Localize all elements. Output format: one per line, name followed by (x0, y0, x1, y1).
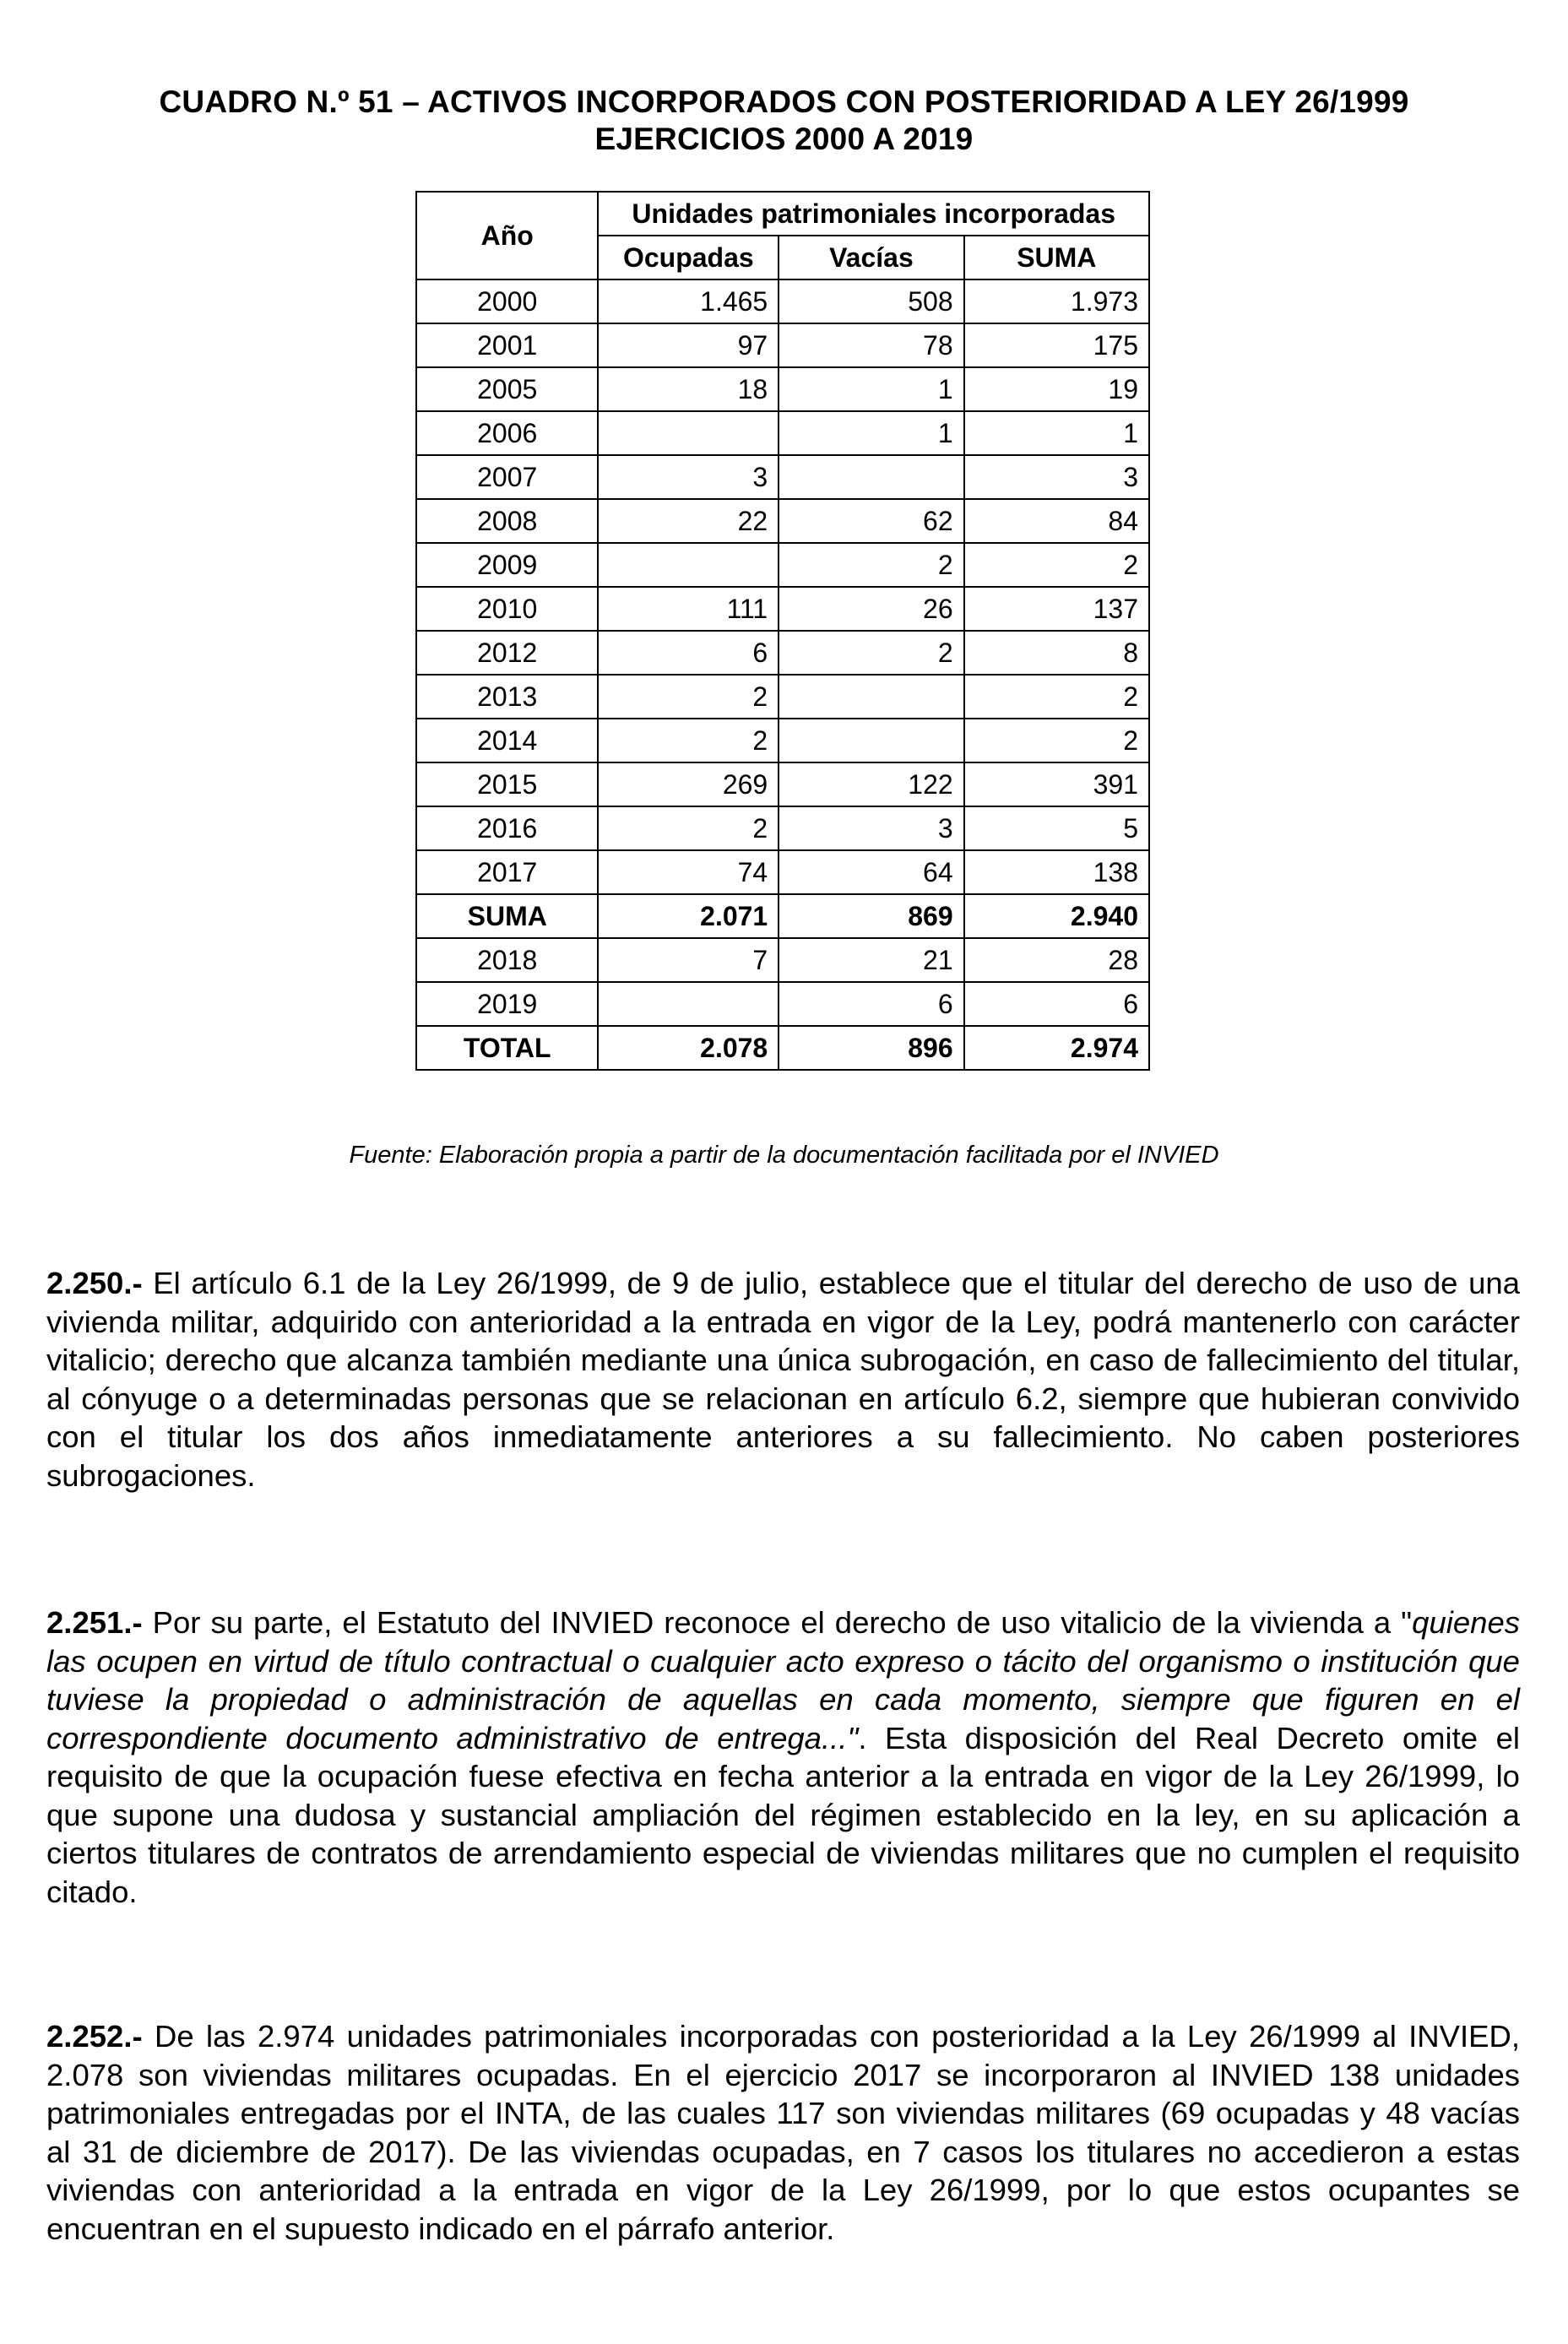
table-row (416, 543, 1149, 587)
cell-vacias: 6 (779, 982, 963, 1026)
paragraph-2-252 (46, 2017, 1520, 2248)
cell-suma: 5 (964, 806, 1149, 850)
cell-ocupadas (598, 543, 779, 587)
cell-suma: 391 (964, 762, 1149, 806)
cell-year: 2007 (416, 455, 598, 499)
table-row (416, 279, 1149, 323)
header-year: Año (416, 192, 598, 279)
cell-vacias (779, 455, 963, 499)
cell-year: 2001 (416, 323, 598, 367)
cell-suma: 138 (964, 850, 1149, 894)
cell-year: 2018 (416, 938, 598, 982)
cell-year: 2012 (416, 631, 598, 675)
table-row (416, 323, 1149, 367)
paragraph-text: De las 2.974 unidades patrimoniales incorporadas con posterioridad a la Ley 26/1999 al INVIED, 2.078 son viviendas militares ocupadas. En el ejercicio 2017 se incorporaron al INVIED 138 unidades patrimoniales entregadas por el INTA, de las cuales 117 son viviendas militares (69 ocupadas y 48 vacías al 31 de diciembre de 2017). De las viviendas ocupadas, en 7 casos los titulares no accedieron a estas viviendas con anterioridad a la entrada en vigor de la Ley 26/1999, por lo que estos ocupantes se encuentran en el supuesto indicado en el párrafo anterior. (46, 2019, 1520, 2246)
cell-ocupadas: 22 (598, 499, 779, 543)
cell-vacias (779, 675, 963, 719)
paragraph-text: . Esta disposición del Real Decreto omite el requisito de que la ocupación fuese efectiva en fecha anterior a la entrada en vigor de la Ley 26/1999, lo que supone una dudosa y sustancial ampliación del régimen establecido en la ley, en su aplicación a ciertos titulares de contratos de arrendamiento especial de viviendas militares que no cumplen el requisito citado. (46, 1720, 1520, 1909)
table-subtitle: EJERCICIOS 2000 A 2019 (594, 122, 974, 156)
cell-suma: 84 (964, 499, 1149, 543)
table-row (416, 587, 1149, 631)
table-row (416, 982, 1149, 1026)
cell-suma: 2.974 (964, 1026, 1149, 1070)
cell-ocupadas: 97 (598, 323, 779, 367)
table-row (416, 938, 1149, 982)
cell-ocupadas: 269 (598, 762, 779, 806)
cell-year: 2000 (416, 279, 598, 323)
cell-ocupadas: 111 (598, 587, 779, 631)
cell-suma: 19 (964, 367, 1149, 411)
table-row (416, 850, 1149, 894)
cell-suma: 6 (964, 982, 1149, 1026)
cell-vacias: 122 (779, 762, 963, 806)
cell-suma: 3 (964, 455, 1149, 499)
cell-vacias: 62 (779, 499, 963, 543)
cell-year: 2016 (416, 806, 598, 850)
cell-year: 2015 (416, 762, 598, 806)
header-suma: SUMA (964, 236, 1149, 279)
cell-ocupadas: 2.078 (598, 1026, 779, 1070)
cell-vacias: 1 (779, 411, 963, 455)
cell-vacias: 78 (779, 323, 963, 367)
cell-year: TOTAL (416, 1026, 598, 1070)
header-vacias: Vacías (779, 236, 963, 279)
cell-year: SUMA (416, 894, 598, 938)
cell-suma: 28 (964, 938, 1149, 982)
cell-ocupadas (598, 411, 779, 455)
cell-year: 2008 (416, 499, 598, 543)
cell-suma: 2 (964, 719, 1149, 762)
table-row (416, 499, 1149, 543)
cell-suma: 2 (964, 675, 1149, 719)
cell-ocupadas: 2.071 (598, 894, 779, 938)
table-row (416, 719, 1149, 762)
cell-year: 2005 (416, 367, 598, 411)
cell-suma: 2 (964, 543, 1149, 587)
cell-year: 2019 (416, 982, 598, 1026)
cell-year: 2014 (416, 719, 598, 762)
cell-ocupadas (598, 982, 779, 1026)
paragraph-2-250 (46, 1264, 1520, 1495)
paragraph-text: El artículo 6.1 de la Ley 26/1999, de 9 de julio, establece que el titular del derecho de uso de una vivienda militar, adquirido con anterioridad a la entrada en vigor de la Ley, podrá mantenerlo con carácter vitalicio; derecho que alcanza también mediante una única subrogación, en caso de fallecimiento del titular, al cónyuge o a determinadas personas que se relacionan en artículo 6.2, siempre que hubieran convivido con el titular los dos años inmediatamente anteriores a su fallecimiento. No caben posteriores subrogaciones. (46, 1266, 1520, 1493)
cell-ocupadas: 74 (598, 850, 779, 894)
cell-vacias: 21 (779, 938, 963, 982)
cell-year: 2009 (416, 543, 598, 587)
cell-ocupadas: 3 (598, 455, 779, 499)
table-title: CUADRO N.º 51 – ACTIVOS INCORPORADOS CON POSTERIORIDAD A LEY 26/1999 (159, 84, 1409, 119)
table-row (416, 675, 1149, 719)
paragraph-number: 2.250.- (46, 1266, 143, 1300)
table-row (416, 762, 1149, 806)
header-ocupadas: Ocupadas (598, 236, 779, 279)
table-row (416, 894, 1149, 938)
cell-suma: 1.973 (964, 279, 1149, 323)
assets-table (415, 191, 1150, 1071)
cell-ocupadas: 6 (598, 631, 779, 675)
paragraph-number: 2.252.- (46, 2019, 143, 2054)
table-row (416, 1026, 1149, 1070)
cell-year: 2013 (416, 675, 598, 719)
table-row (416, 455, 1149, 499)
table-row (416, 411, 1149, 455)
cell-ocupadas: 7 (598, 938, 779, 982)
cell-vacias: 896 (779, 1026, 963, 1070)
cell-suma: 137 (964, 587, 1149, 631)
cell-ocupadas: 2 (598, 675, 779, 719)
cell-year: 2006 (416, 411, 598, 455)
table-row (416, 367, 1149, 411)
table-body (416, 279, 1149, 1070)
cell-vacias: 64 (779, 850, 963, 894)
paragraph-number: 2.251.- (46, 1605, 143, 1640)
cell-ocupadas: 2 (598, 719, 779, 762)
cell-year: 2017 (416, 850, 598, 894)
cell-vacias: 26 (779, 587, 963, 631)
cell-vacias (779, 719, 963, 762)
source-note: Fuente: Elaboración propia a partir de la documentación facilitada por el INVIED (349, 1142, 1219, 1169)
cell-ocupadas: 2 (598, 806, 779, 850)
cell-vacias: 3 (779, 806, 963, 850)
table-row (416, 631, 1149, 675)
paragraph-2-251 (46, 1603, 1520, 1911)
cell-vacias: 2 (779, 543, 963, 587)
paragraph-quote: quienes las ocupen en virtud de título contractual o cualquier acto expreso o tácito del organismo o institución que tuviese la propiedad o administración de aquellas en cada momento, siempre que figuren en el correspondiente documento administrativo de entrega..." (46, 1605, 1520, 1755)
cell-ocupadas: 1.465 (598, 279, 779, 323)
paragraph-text: Por su parte, el Estatuto del INVIED reconoce el derecho de uso vitalicio de la vivienda a " (142, 1605, 1413, 1640)
table-row (416, 806, 1149, 850)
cell-vacias: 2 (779, 631, 963, 675)
cell-vacias: 869 (779, 894, 963, 938)
cell-year: 2010 (416, 587, 598, 631)
cell-suma: 1 (964, 411, 1149, 455)
cell-suma: 2.940 (964, 894, 1149, 938)
cell-vacias: 508 (779, 279, 963, 323)
cell-vacias: 1 (779, 367, 963, 411)
cell-suma: 175 (964, 323, 1149, 367)
cell-ocupadas: 18 (598, 367, 779, 411)
header-group: Unidades patrimoniales incorporadas (598, 192, 1149, 236)
cell-suma: 8 (964, 631, 1149, 675)
